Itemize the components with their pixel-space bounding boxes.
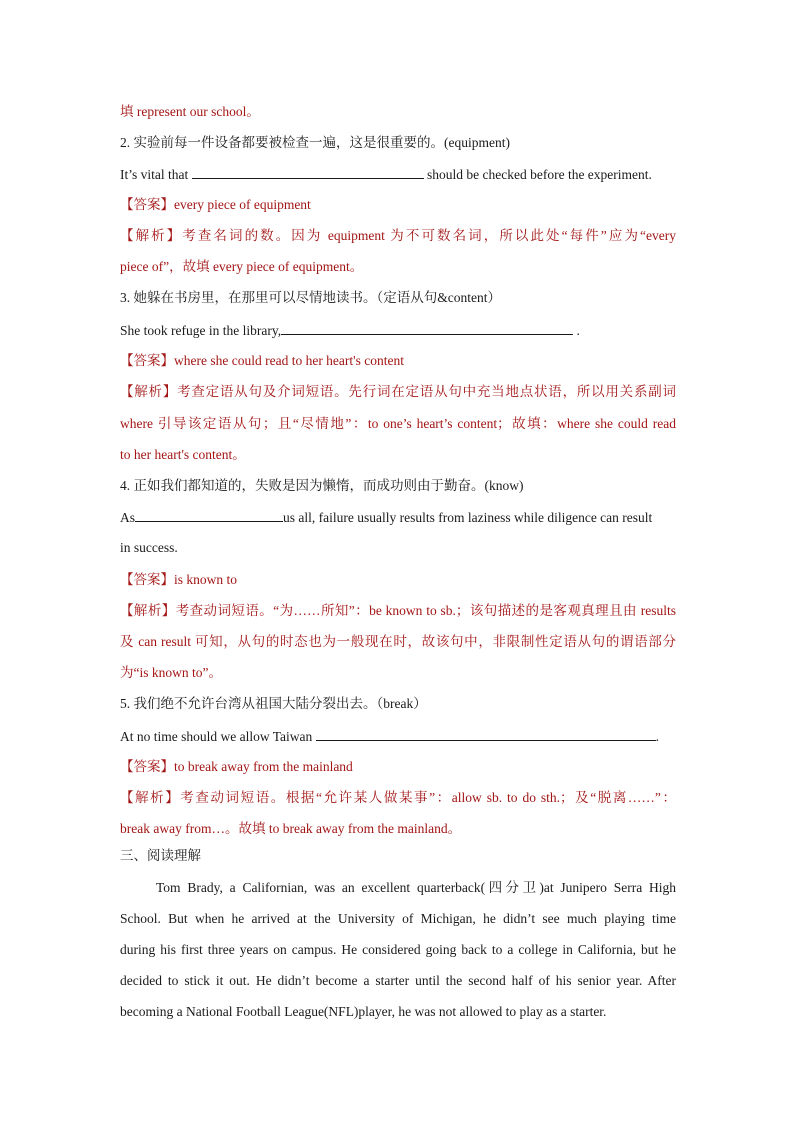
q3-sentence [120, 320, 676, 341]
q2-blank [192, 164, 424, 179]
q3-prompt: 3. 她躲在书房里，在那里可以尽情地读书。（定语从句&content） [120, 290, 501, 305]
q3-blank [281, 320, 573, 335]
q2-sentence [120, 164, 676, 185]
q4-blank [135, 507, 283, 522]
q3-answer: 【答案】where she could read to her heart's content [120, 353, 404, 368]
passage-line-3: during his first three years on campus. He considered going back to a college in California, but he [120, 942, 676, 957]
q4-prompt: 4. 正如我们都知道的，失败是因为懒惰，而成功则由于勤奋。(know) [120, 478, 524, 493]
q5-analysis-2: break away from…。故填 to break away from the mainland。 [120, 821, 462, 836]
passage-line-5: becoming a National Football League(NFL)player, he was not allowed to play as a starter. [120, 1004, 607, 1019]
q5-sentence-after: . [655, 729, 660, 744]
q5-prompt: 5. 我们绝不允许台湾从祖国大陆分裂出去。（break） [120, 696, 427, 711]
q4-answer: 【答案】is known to [120, 572, 238, 587]
q5-sentence-before: At no time should we allow Taiwan [120, 729, 313, 744]
q5-analysis-1: 【解析】考查动词短语。根据“允许某人做某事”：allow sb. to do sth.；及“脱离……”： [120, 790, 676, 805]
passage-line-2: School. But when he arrived at the University of Michigan, he didn’t see much playing time [120, 911, 676, 926]
q4-sentence [120, 507, 676, 528]
q2-analysis-1: 【解析】考查名词的数。因为 equipment 为不可数名词，所以此处“每件”应为“every [120, 228, 676, 243]
q5-sentence [120, 726, 676, 747]
q4-sentence-cont: in success. [120, 540, 178, 555]
q2-sentence-after: should be checked before the experiment. [427, 167, 652, 182]
q4-analysis-2: 及 can result 可知，从句的时态也为一般现在时，故该句中，非限制性定语从句的谓语部分 [120, 634, 676, 649]
q4-analysis-3: 为“is known to”。 [120, 665, 222, 680]
q3-sentence-after: . [576, 323, 580, 338]
q1-tail: 填 represent our school。 [120, 104, 260, 119]
q3-analysis-2: where 引导该定语从句；且“尽情地”：to one’s heart’s content；故填：where she could read [120, 416, 676, 431]
passage-line-4: decided to stick it out. He didn’t become a starter until the second half of his senior year. After [120, 973, 676, 988]
q4-sentence-before: As [120, 510, 136, 525]
q5-blank [316, 726, 656, 741]
q2-analysis-2: piece of”，故填 every piece of equipment。 [120, 259, 364, 274]
passage-line-1: Tom Brady, a Californian, was an excellent quarterback(四分卫)at Junipero Serra High [156, 880, 676, 895]
q4-sentence-after: us all, failure usually results from laziness while diligence can result [283, 510, 653, 525]
q2-answer: 【答案】every piece of equipment [120, 197, 311, 212]
q3-analysis-3: to her heart's content。 [120, 447, 246, 462]
q2-prompt: 2. 实验前每一件设备都要被检查一遍，这是很重要的。(equipment) [120, 135, 510, 150]
q4-analysis-1: 【解析】考查动词短语。“为……所知”：be known to sb.；该句描述的是客观真理且由 results [120, 603, 676, 618]
q3-sentence-before: She took refuge in the library, [120, 323, 282, 338]
q3-analysis-1: 【解析】考查定语从句及介词短语。先行词在定语从句中充当地点状语，所以用关系副词 [120, 384, 676, 399]
section-heading: 三、阅读理解 [120, 848, 201, 863]
q2-sentence-before: It’s vital that [120, 167, 189, 182]
q5-answer: 【答案】to break away from the mainland [120, 759, 353, 774]
